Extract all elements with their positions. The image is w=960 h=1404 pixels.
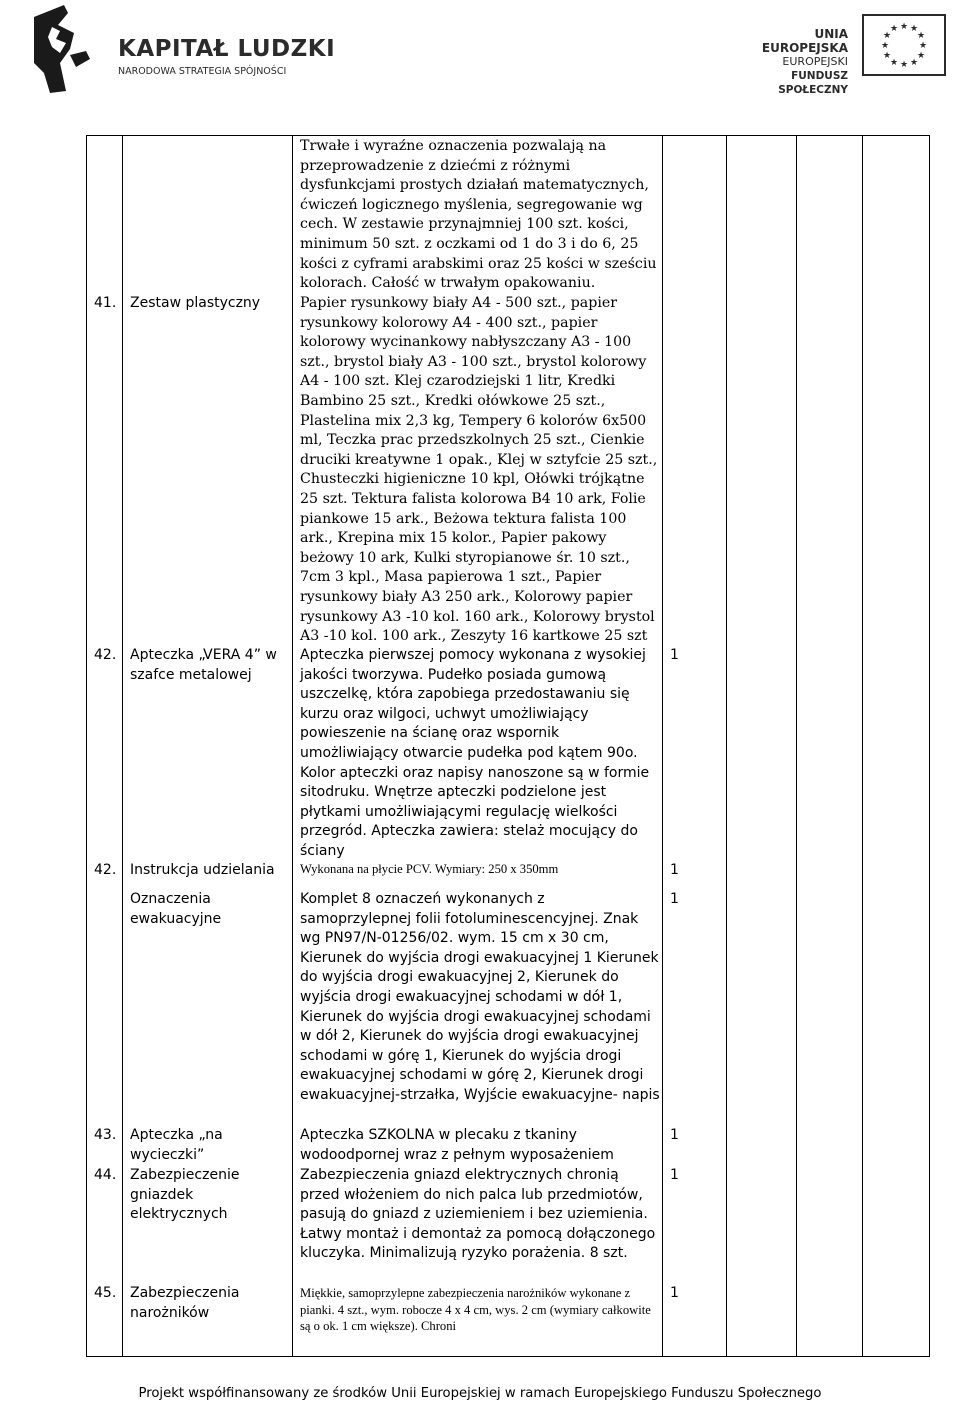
row-name: Apteczka „na wycieczki” bbox=[130, 1127, 223, 1163]
row-name: Oznaczenia ewakuacyjne bbox=[130, 891, 222, 927]
row-number: 44. bbox=[94, 1167, 117, 1183]
svg-text:★: ★ bbox=[882, 51, 892, 61]
eu-line1: UNIA EUROPEJSKA bbox=[761, 27, 848, 55]
svg-text:★: ★ bbox=[899, 22, 909, 32]
table-divider bbox=[662, 135, 663, 1357]
eu-line2: EUROPEJSKI bbox=[782, 55, 848, 68]
svg-text:★: ★ bbox=[880, 41, 890, 51]
svg-text:★: ★ bbox=[882, 31, 892, 41]
row-name: Instrukcja udzielania bbox=[130, 862, 275, 878]
row-number: 45. bbox=[94, 1285, 117, 1301]
row-name: Zabezpieczenie gniazdek elektrycznych bbox=[130, 1167, 240, 1223]
svg-text:★: ★ bbox=[889, 24, 899, 34]
row-quantity: 1 bbox=[670, 891, 679, 907]
row-description: Wykonana na płycie PCV. Wymiary: 250 x 350mm bbox=[300, 862, 559, 876]
row-quantity: 1 bbox=[670, 1167, 679, 1183]
row-quantity: 1 bbox=[670, 1127, 679, 1143]
row-description: Miękkie, samoprzylepne zabezpieczenia narożników wykonane z pianki. 4 szt., wym. robocze 4 x 4 cm, wys. 2 cm (wymiary całkowite są o ok. 1 cm większe). Chroni bbox=[300, 1286, 651, 1333]
svg-text:★: ★ bbox=[918, 41, 928, 51]
kapital-ludzki-title: KAPITAŁ LUDZKI bbox=[118, 36, 336, 62]
row-description: Komplet 8 oznaczeń wykonanych z samoprzylepnej folii fotoluminescencyjnej. Znak wg PN97/N-01256/02. wym. 15 cm x 30 cm, Kierunek do wyjścia drogi ewakuacyjnej 1 Kierunek do wyjścia drogi ewakuacyjnej 2, Kierunek do wyjścia drogi ewakuacyjnej schodami w dół 1, Kierunek do wyjścia drogi ewakuacyjnej schodami w dół 2, Kierunek do wyjścia drogi ewakuacyjnej schodami w górę 1, Kierunek do wyjścia drogi ewakuacyjnej schodami w górę 2, Kierunek drogi ewakuacyjnej-strzałka, Wyjście ewakuacyjne- napis bbox=[300, 891, 660, 1103]
svg-text:★: ★ bbox=[916, 51, 926, 61]
row-description: Apteczka SZKOLNA w plecaku z tkaniny wodoodpornej wraz z pełnym wyposażeniem bbox=[300, 1127, 614, 1163]
row-description: Trwałe i wyraźne oznaczenia pozwalają na przeprowadzenie z dziećmi z różnymi dysfunkcjami prostych działań matematycznych, ćwiczeń logicznego myślenia, segregowanie wg cech. W zestawie przynajmniej 100 szt. kości, minimum 50 szt. z oczkami od 1 do 3 i do 6, 25 kości z cyframi arabskimi oraz 25 kości w sześciu kolorach. Całość w trwałym opakowaniu. bbox=[300, 138, 657, 292]
table-divider bbox=[862, 135, 863, 1357]
svg-text:★: ★ bbox=[909, 24, 919, 34]
table-border-right bbox=[929, 135, 930, 1357]
table-divider bbox=[122, 135, 123, 1357]
row-description: Papier rysunkowy biały A4 - 500 szt., papier rysunkowy kolorowy A4 - 400 szt., papier kolorowy wycinankowy nabłyszczany A3 - 100 szt., brystol biały A3 - 100 szt., brystol kolorowy A4 - 100 szt. Klej czarodziejski 1 litr, Kredki Bambino 25 szt., Kredki ołówkowe 25 szt., Plastelina mix 2,3 kg, Tempery 6 kolorów 6x500 ml, Teczka prac przedszkolnych 25 szt., Cienkie druciki kreatywne 1 opak., Klej w sztyfcie 25 szt., Chusteczki higieniczne 10 kpl, Ołówki trójkątne 25 szt. Tektura falista kolorowa B4 10 ark, Folie piankowe 15 ark., Beżowa tektura falista 100 ark., Krepina mix 15 kolor., Papier pakowy beżowy 10 ark, Kulki styropianowe śr. 10 szt., 7cm 3 kpl., Masa papierowa 1 szt., Papier rysunkowy biały A3 250 ark., Kolorowy papier rysunkowy A3 -10 kol. 160 ark., Kolorowy brystol A3 -10 kol. 100 ark., Zeszyty 16 kartkowe 25 szt bbox=[300, 295, 658, 645]
svg-text:★: ★ bbox=[899, 60, 909, 70]
row-quantity: 1 bbox=[670, 647, 679, 663]
row-description: Zabezpieczenia gniazd elektrycznych chronią przed włożeniem do nich palca lub przedmiotów, pasują do gniazd z uziemieniem i bez uziemienia. Łatwy montaż i demontaż za pomocą dołączonego kluczyka. Minimalizują ryzyko porażenia. 8 szt. bbox=[300, 1167, 656, 1262]
row-description: Apteczka pierwszej pomocy wykonana z wysokiej jakości tworzywa. Pudełko posiada gumową uszczelkę, która zapobiega przedostawaniu się kurzu oraz wilgoci, uchwyt umożliwiający powieszenie na ścianę oraz wspornik umożliwiający otwarcie pudełka pod kątem 90o. Kolor apteczki oraz napisy nanoszone są w formie sitodruku. Wnętrze apteczki podzielone jest płytkami umożliwiającymi regulację wielkości przegród. Apteczka zawiera: stelaż mocujący do ściany bbox=[300, 647, 650, 859]
row-number: 43. bbox=[94, 1127, 117, 1143]
table-divider bbox=[796, 135, 797, 1357]
row-number: 41. bbox=[94, 295, 117, 311]
row-number: 42. bbox=[94, 647, 117, 663]
row-quantity: 1 bbox=[670, 1285, 679, 1301]
table-divider bbox=[292, 135, 293, 1357]
footer-note: Projekt współfinansowany ze środków Unii Europejskiej w ramach Europejskiego Funduszu Społecznego bbox=[138, 1386, 822, 1401]
row-name: Zestaw plastyczny bbox=[130, 295, 261, 311]
row-number: 42. bbox=[94, 862, 117, 878]
table-border-bottom bbox=[86, 1356, 930, 1357]
svg-text:★: ★ bbox=[916, 31, 926, 41]
row-quantity: 1 bbox=[670, 862, 679, 878]
row-name: Apteczka „VERA 4” w szafce metalowej bbox=[130, 647, 277, 683]
table-divider bbox=[726, 135, 727, 1357]
svg-text:★: ★ bbox=[909, 58, 919, 68]
row-name: Zabezpieczenia narożników bbox=[130, 1285, 240, 1321]
table-border-left bbox=[86, 135, 87, 1357]
kapital-ludzki-subtitle: NARODOWA STRATEGIA SPÓJNOŚCI bbox=[118, 66, 287, 77]
eu-line3: FUNDUSZ SPOŁECZNY bbox=[778, 70, 848, 96]
svg-text:★: ★ bbox=[889, 58, 899, 68]
